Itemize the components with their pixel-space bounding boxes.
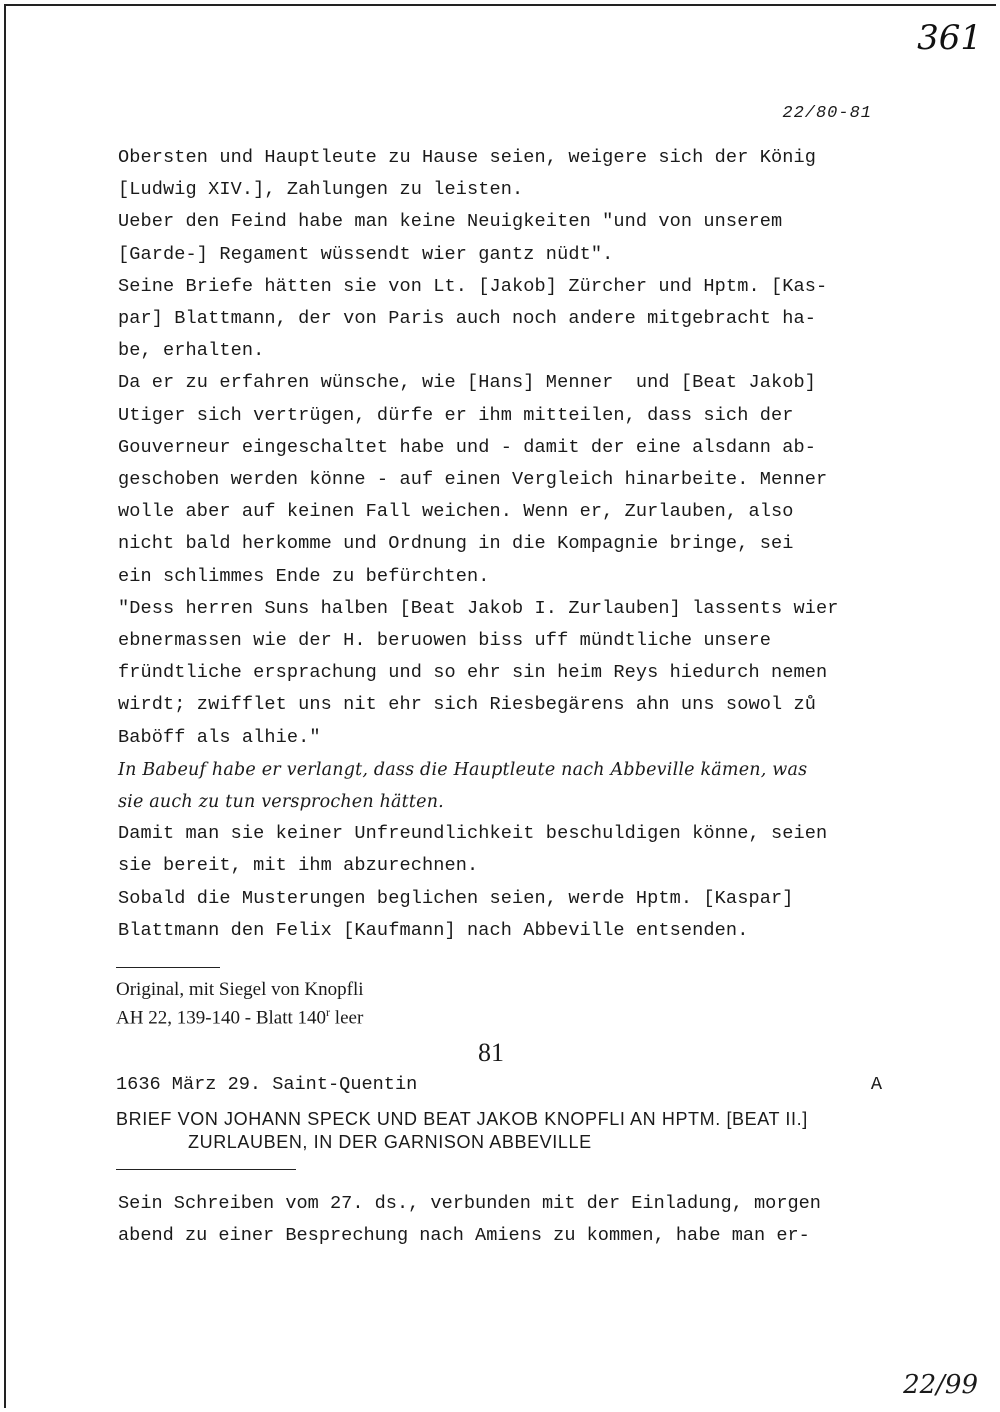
text-line: wirdt; zwifflet uns nit ehr sich Riesbegärens ahn uns sowol zů xyxy=(118,694,816,716)
text-line: Ueber den Feind habe man keine Neuigkeiten "und von unserem xyxy=(118,211,783,233)
heading-divider xyxy=(116,1169,296,1170)
source-line: Original, mit Siegel von Knopfli xyxy=(116,979,364,1000)
text-line: Baböff als alhie." xyxy=(118,726,321,748)
letter-text xyxy=(118,1188,898,1252)
main-text xyxy=(118,142,898,947)
text-line: nicht bald herkomme und Ordnung in die Kompagnie bringe, sei xyxy=(118,533,794,555)
text-line: abend zu einer Besprechung nach Amiens zu kommen, habe man er- xyxy=(118,1225,810,1247)
footnote-divider xyxy=(116,967,220,968)
text-line: [Ludwig XIV.], Zahlungen zu leisten. xyxy=(118,179,524,201)
text-line: fründtliche ersprachung und so ehr sin heim Reys hiedurch nemen xyxy=(118,662,828,684)
letter-code: A xyxy=(870,1074,882,1095)
document-heading xyxy=(116,1108,916,1154)
italic-note-line: sie auch zu tun versprochen hätten. xyxy=(118,792,444,813)
text-line: be, erhalten. xyxy=(118,340,265,362)
archive-number: 22/99 xyxy=(903,1370,978,1400)
italic-note-line: In Babeuf habe er verlangt, dass die Hauptleute nach Abbeville kämen, was xyxy=(118,759,808,780)
date-place: 1636 März 29. Saint-Quentin xyxy=(116,1074,418,1095)
text-line: Sein Schreiben vom 27. ds., verbunden mit der Einladung, morgen xyxy=(118,1193,821,1214)
document-number: 81 xyxy=(478,1038,504,1067)
source-note xyxy=(116,978,364,1029)
text-line: ein schlimmes Ende zu befürchten. xyxy=(118,565,490,587)
text-line: Sobald die Musterungen beglichen seien, werde Hptm. [Kaspar] xyxy=(118,887,794,909)
date-line xyxy=(116,1074,882,1095)
text-line: wolle aber auf keinen Fall weichen. Wenn er, Zurlauben, also xyxy=(118,501,794,523)
text-line: Gouverneur eingeschaltet habe und - damit der eine alsdann ab- xyxy=(118,436,816,458)
text-line: ebnermassen wie der H. beruowen biss uff mündtliche unsere xyxy=(118,630,771,652)
text-line: par] Blattmann, der von Paris auch noch andere mitgebracht ha- xyxy=(118,308,816,330)
text-line: sie bereit, mit ihm abzurechnen. xyxy=(118,855,479,877)
text-line: [Garde-] Regament wüssendt wier gantz nüdt". xyxy=(118,243,614,265)
text-line: Obersten und Hauptleute zu Hause seien, weigere sich der König xyxy=(118,147,816,168)
reference-number: 22/80-81 xyxy=(782,104,872,123)
source-line: AH 22, 139-140 - Blatt 140$^r$ leer xyxy=(116,1005,364,1029)
text-line: Da er zu erfahren wünsche, wie [Hans] Menner und [Beat Jakob] xyxy=(118,372,816,394)
text-line: geschoben werden könne - auf einen Vergleich hinarbeite. Menner xyxy=(118,469,828,491)
text-line: Blattmann den Felix [Kaufmann] nach Abbeville entsenden. xyxy=(118,919,749,941)
text-line: Seine Briefe hätten sie von Lt. [Jakob] Zürcher und Hptm. [Kas- xyxy=(118,275,828,297)
heading-line: ZURLAUBEN, IN DER GARNISON ABBEVILLE xyxy=(188,1132,592,1152)
text-line: "Dess herren Suns halben [Beat Jakob I. Zurlauben] lassents wier xyxy=(118,597,839,619)
heading-line: BRIEF VON JOHANN SPECK UND BEAT JAKOB KNOPFLI AN HPTM. [BEAT II.] xyxy=(116,1109,808,1129)
text-line: Damit man sie keiner Unfreundlichkeit beschuldigen könne, seien xyxy=(118,823,828,845)
text-line: Utiger sich vertrügen, dürfe er ihm mitteilen, dass sich der xyxy=(118,404,794,426)
folio-number: 361 xyxy=(917,18,982,58)
